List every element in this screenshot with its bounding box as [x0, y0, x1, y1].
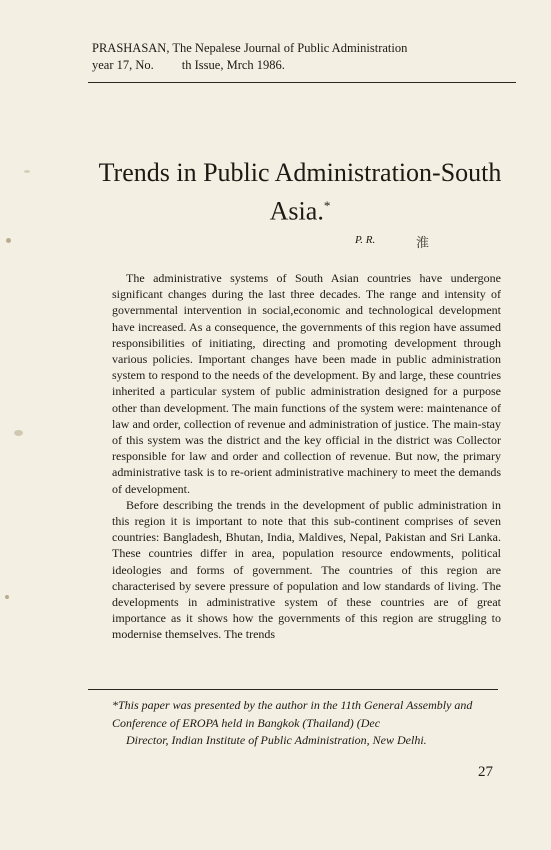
title-footnote-mark: * [323, 198, 331, 213]
footnote-rule [88, 689, 498, 690]
issue-line [92, 57, 512, 74]
footnote-line-3: Director, Indian Institute of Public Administration, New Delhi. [126, 733, 427, 747]
footnote [112, 697, 502, 750]
paper-speck [6, 238, 11, 243]
paragraph-2: Before describing the trends in the development of public administration in this region it is important to note that this sub-continent comprises of seven countries: Bangladesh, Bhutan, India, Maldives, Nepal, Pakistan and Sri Lanka. These countries differ in area, population resource endowments, political ideologies and forms of government. The countries of this region are characterised by severe pressure of population and low standards of living. The developments in administrative system of these countries are of great importance as it shows how the governments of this region are struggling to modernise themselves. The trends [112, 497, 501, 642]
footnote-line-1: *This paper was presented by the author in the 11th General Assembly and [112, 698, 473, 712]
paper-speck [24, 170, 30, 173]
header-rule [88, 82, 516, 83]
paper-speck [5, 595, 9, 599]
article-title [80, 156, 520, 228]
paragraph-1: The administrative systems of South Asian countries have undergone significant changes during the last three decades. The range and intensity of governmental intervention in social,economic and technological development have increased. As a consequence, the governments of this region have assumed responsibilities of initiating, directing and promoting development through various policies. Important changes have been made in public administration system to respond to the needs of the development. By and large, these countries inherited a particular system of public administration designed for a purpose other than development. The main functions of the system were: maintenance of law and order, collection of revenue and administration of justice. The main-stay of this system was the district and the key official in the district was Collector responsible for law and order and collection of revenue. But now, the primary administrative task is to re-orient administrative machinery to meet the demands of development. [112, 271, 501, 496]
author-seal: 淮 [416, 235, 430, 250]
author-initials: P. R. [355, 234, 376, 246]
running-header [92, 40, 512, 74]
year-number: year 17, No. [92, 58, 154, 72]
article-body [112, 270, 501, 643]
page-number: 27 [478, 764, 493, 780]
title-line-1: Trends in Public Administration-South [98, 158, 502, 187]
issue-date: th Issue, Mrch 1986. [181, 58, 285, 72]
footnote-line-2: Conference of EROPA held in Bangkok (Thailand) (Dec [112, 715, 381, 730]
journal-name: PRASHASAN, The Nepalese Journal of Public Administration [92, 41, 408, 55]
paper-speck [14, 430, 23, 436]
title-line-2: Asia.* [269, 196, 331, 226]
